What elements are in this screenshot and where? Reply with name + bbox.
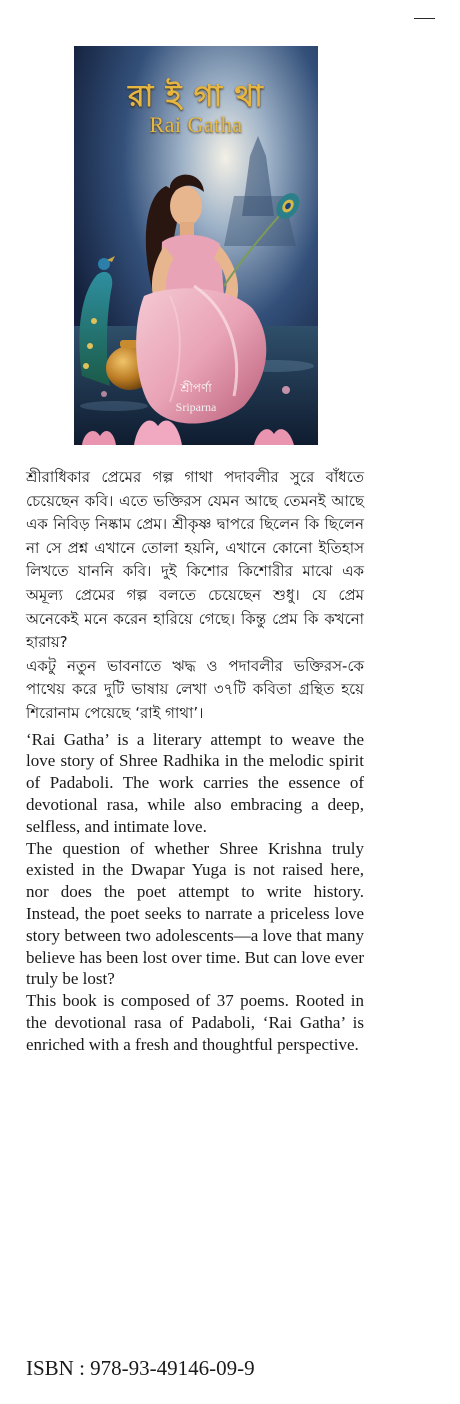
cover-author-bengali: শ্রীপর্ণা	[180, 381, 212, 395]
book-cover	[74, 46, 318, 445]
english-paragraph-3: This book is composed of 37 poems. Rooted in the devotional rasa of Padaboli, ‘Rai Gatha’ is enriched with a fresh and thoughtful perspective.	[26, 991, 364, 1054]
bengali-paragraph-1: শ্রীরাধিকার প্রেমের গল্প গাথা পদাবলীর সুরে বাঁধতে চেয়েছেন কবি। এতে ভক্তিরস যেমন আছে তেমনই আছে এক নিবিড় নিষ্কাম প্রেম। শ্রীকৃষ্ণ দ্বাপরে ছিলেন কি ছিলেন না সে প্রশ্ন এখানে তোলা হয়নি, এখানে কোনো ইতিহাস লিখতে যাননি কবি। দুই কিশোর কিশোরীর মাঝে এক অমূল্য প্রেমের গল্প বলতে চেয়েছেন শুধু। যে প্রেম অনেকেই মনে করেন হারিয়ে গেছে। কিন্তু প্রেম কি কখনো হারায়?	[26, 468, 364, 652]
cover-title-bengali: রা ই গা থা	[128, 79, 264, 114]
isbn: ISBN : 978-93-49146-09-9	[26, 1356, 255, 1380]
top-dash	[414, 18, 435, 19]
cover-title-english: Rai Gatha	[149, 112, 243, 137]
bengali-paragraph-2: একটু নতুন ভাবনাতে ঋদ্ধ ও পদাবলীর ভক্তিরস-কে পাথেয় করে দুটি ভাষায় লেখা ৩৭টি কবিতা গ্রন্থিত হয়ে শিরোনাম পেয়েছে ‘রাই গাথা’।	[26, 656, 364, 722]
blurb-text	[26, 466, 364, 1055]
english-paragraph-2: The question of whether Shree Krishna truly existed in the Dwapar Yuga is not raised here, nor does the poet attempt to write history. Instead, the poet seeks to narrate a priceless love story between two adolescents—a love that many believe has been lost over time. But can love ever truly be lost?	[26, 838, 364, 989]
cover-author-english: Sriparna	[175, 400, 217, 414]
english-paragraph-1: ‘Rai Gatha’ is a literary attempt to weave the love story of Shree Radhika in the melodic spirit of Padaboli. The work carries the essence of devotional rasa, while also embracing a deep, selfless, and intimate love.	[26, 729, 364, 836]
